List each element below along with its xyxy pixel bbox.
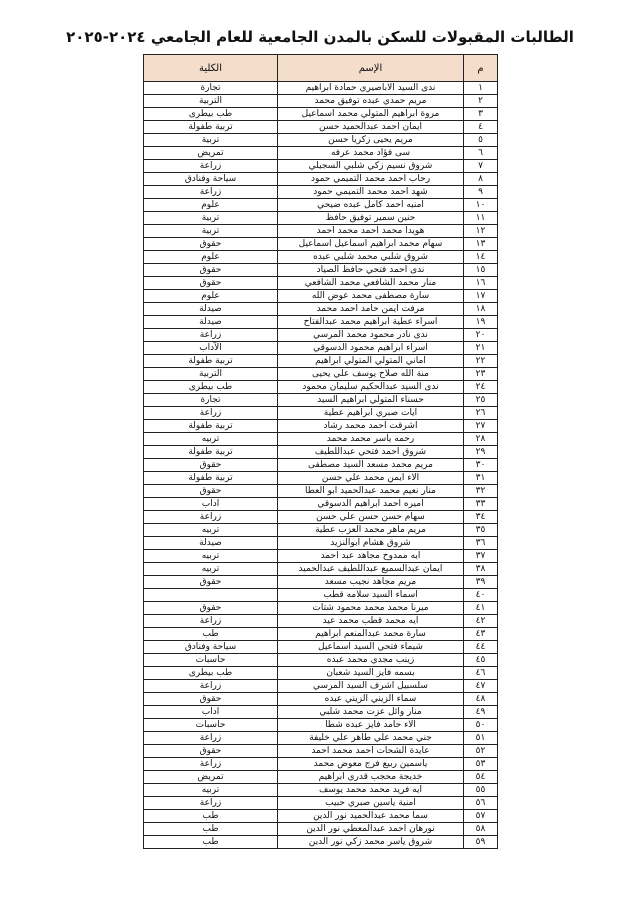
faculty-name: تربية طفولة xyxy=(144,472,278,485)
table-row xyxy=(144,615,498,628)
header-faculty: الكلية xyxy=(144,55,278,82)
row-number: ٣١ xyxy=(464,472,498,485)
faculty-name: زراعة xyxy=(144,186,278,199)
faculty-name: حقوق xyxy=(144,693,278,706)
table-row xyxy=(144,238,498,251)
table-row xyxy=(144,446,498,459)
faculty-name: حقوق xyxy=(144,238,278,251)
faculty-name: صيدلة xyxy=(144,537,278,550)
row-number: ٤٩ xyxy=(464,706,498,719)
student-name: شروق شلبي محمد شلبي عبده xyxy=(278,251,464,264)
row-number: ٢٢ xyxy=(464,355,498,368)
student-name: الاء ايمن محمد علي حسن xyxy=(278,472,464,485)
table-row xyxy=(144,797,498,810)
table-row xyxy=(144,394,498,407)
faculty-name: تربية طفولة xyxy=(144,121,278,134)
faculty-name: اداب xyxy=(144,706,278,719)
row-number: ٣٢ xyxy=(464,485,498,498)
student-name: شروق نسيم زكي شلبي السجيلي xyxy=(278,160,464,173)
table-row xyxy=(144,641,498,654)
row-number: ٤٣ xyxy=(464,628,498,641)
student-name: رحمه ياسر محمد محمد xyxy=(278,433,464,446)
table-row xyxy=(144,693,498,706)
row-number: ٣٣ xyxy=(464,498,498,511)
student-name: شروق هشام ابوالنزيد xyxy=(278,537,464,550)
page-title: الطالبات المقبولات للسكن بالمدن الجامعية للعام الجامعي ٢٠٢٤-٢٠٢٥ xyxy=(66,28,574,46)
table-row xyxy=(144,823,498,836)
faculty-name: تربية xyxy=(144,225,278,238)
row-number: ٤٥ xyxy=(464,654,498,667)
table-body xyxy=(144,82,498,849)
table-row xyxy=(144,82,498,95)
faculty-name: تجارة xyxy=(144,394,278,407)
faculty-name: حاسبات xyxy=(144,654,278,667)
row-number: ١٦ xyxy=(464,277,498,290)
student-name: ايه فريد محمد محمد يوسف xyxy=(278,784,464,797)
row-number: ١٧ xyxy=(464,290,498,303)
table-row xyxy=(144,186,498,199)
faculty-name: طب بيطرى xyxy=(144,667,278,680)
student-name: مريم مجاهد نجيب مسعد xyxy=(278,576,464,589)
table-row xyxy=(144,836,498,849)
student-name: ايمان احمد عبدالحميد حسن xyxy=(278,121,464,134)
row-number: ٤٢ xyxy=(464,615,498,628)
faculty-name: زراعة xyxy=(144,511,278,524)
row-number: ٥٨ xyxy=(464,823,498,836)
faculty-name: حقوق xyxy=(144,264,278,277)
student-name: سارة محمد عبدالمنعم ابراهيم xyxy=(278,628,464,641)
header-name: الإسم xyxy=(278,55,464,82)
faculty-name: علوم xyxy=(144,199,278,212)
table-row xyxy=(144,108,498,121)
student-name: ندى السيد عبدالحكيم سليمان محمود xyxy=(278,381,464,394)
row-number: ٤٤ xyxy=(464,641,498,654)
faculty-name: علوم xyxy=(144,290,278,303)
faculty-name: حقوق xyxy=(144,576,278,589)
student-name: الاء حامد فايز عبده شطا xyxy=(278,719,464,732)
student-name: ميرنا محمد محمد محمود شتات xyxy=(278,602,464,615)
table-row xyxy=(144,485,498,498)
student-name: مريم حمدي عبده توفيق محمد xyxy=(278,95,464,108)
faculty-name: تربيه xyxy=(144,524,278,537)
faculty-name: حقوق xyxy=(144,459,278,472)
row-number: ٨ xyxy=(464,173,498,186)
student-name: ياسمين ربيع فرج معوض محمد xyxy=(278,758,464,771)
student-name: هويدا محمد احمد محمد احمد xyxy=(278,225,464,238)
row-number: ٥٠ xyxy=(464,719,498,732)
student-name: خديجة محجب قدري ابراهيم xyxy=(278,771,464,784)
table-row xyxy=(144,550,498,563)
table-row xyxy=(144,381,498,394)
row-number: ١٠ xyxy=(464,199,498,212)
table-row xyxy=(144,121,498,134)
table-row xyxy=(144,602,498,615)
row-number: ١٣ xyxy=(464,238,498,251)
faculty-name: تمريض xyxy=(144,771,278,784)
student-name: سهام حسن حسن علي حسن xyxy=(278,511,464,524)
student-name: مريم ماهر محمد العزب عطية xyxy=(278,524,464,537)
student-name: عايدة الشحات احمد محمد احمد xyxy=(278,745,464,758)
table-row xyxy=(144,459,498,472)
student-name: سارة مصطفى محمد عوض الله xyxy=(278,290,464,303)
table-row xyxy=(144,134,498,147)
student-name: سماء الزيني الزيني عبده xyxy=(278,693,464,706)
row-number: ٣٦ xyxy=(464,537,498,550)
row-number: ٣٥ xyxy=(464,524,498,537)
table-row xyxy=(144,277,498,290)
faculty-name: اداب xyxy=(144,498,278,511)
student-name: اسماء السيد سلامه قطب xyxy=(278,589,464,602)
header-number: م xyxy=(464,55,498,82)
faculty-name: زراعة xyxy=(144,615,278,628)
student-name: مروة ابراهيم المتولي محمد اسماعيل xyxy=(278,108,464,121)
student-name: مريم يحيى زكريا حسن xyxy=(278,134,464,147)
row-number: ٣٩ xyxy=(464,576,498,589)
table-row xyxy=(144,719,498,732)
faculty-name: زراعة xyxy=(144,329,278,342)
row-number: ٣٤ xyxy=(464,511,498,524)
faculty-name: تربية xyxy=(144,134,278,147)
faculty-name: التربية xyxy=(144,95,278,108)
faculty-name: تربيه xyxy=(144,563,278,576)
row-number: ١٨ xyxy=(464,303,498,316)
faculty-name: زراعة xyxy=(144,758,278,771)
table-row xyxy=(144,147,498,160)
table-row xyxy=(144,667,498,680)
row-number: ٣٨ xyxy=(464,563,498,576)
row-number: ١ xyxy=(464,82,498,95)
faculty-name: طب xyxy=(144,823,278,836)
row-number: ٥ xyxy=(464,134,498,147)
student-name: ندى نادر محمود محمد المرسي xyxy=(278,329,464,342)
row-number: ٥٥ xyxy=(464,784,498,797)
row-number: ٢٩ xyxy=(464,446,498,459)
faculty-name: حقوق xyxy=(144,277,278,290)
student-name: شروق ياسر محمد زكي نور الدين xyxy=(278,836,464,849)
faculty-name: سياحة وفنادق xyxy=(144,173,278,186)
table-row xyxy=(144,420,498,433)
faculty-name: صيدلة xyxy=(144,316,278,329)
student-name: اميره احمد ابراهيم الدسوقي xyxy=(278,498,464,511)
row-number: ٣٠ xyxy=(464,459,498,472)
row-number: ٤٨ xyxy=(464,693,498,706)
student-name: سما محمد عبدالحميد نور الدين xyxy=(278,810,464,823)
row-number: ١٩ xyxy=(464,316,498,329)
table-row xyxy=(144,472,498,485)
table-row xyxy=(144,173,498,186)
student-name: اسراء عطية ابراهيم محمد عبدالفتاح xyxy=(278,316,464,329)
student-name: سهام محمد ابراهيم اسماعيل اسماعيل xyxy=(278,238,464,251)
faculty-name: طب بيطرى xyxy=(144,381,278,394)
student-name: ايه محمد قطب محمد عيد xyxy=(278,615,464,628)
row-number: ٤٧ xyxy=(464,680,498,693)
student-name: سى فؤاد محمد عرفه xyxy=(278,147,464,160)
student-name: ندى احمد فتحي حافظ الصياد xyxy=(278,264,464,277)
row-number: ٥٧ xyxy=(464,810,498,823)
student-name: شهد احمد محمد التميمي حمود xyxy=(278,186,464,199)
faculty-name: حقوق xyxy=(144,485,278,498)
student-name: اسراء ابراهيم محمود الدسوقي xyxy=(278,342,464,355)
student-name: مريم محمد مسعد السيد مصطفى xyxy=(278,459,464,472)
row-number: ٥٣ xyxy=(464,758,498,771)
table-row xyxy=(144,316,498,329)
student-name: منار وائل عزت محمد شلبي xyxy=(278,706,464,719)
faculty-name: صيدلة xyxy=(144,303,278,316)
faculty-name: حقوق xyxy=(144,602,278,615)
students-table xyxy=(143,54,498,849)
row-number: ٢٤ xyxy=(464,381,498,394)
table-row xyxy=(144,160,498,173)
row-number: ٥٢ xyxy=(464,745,498,758)
table-row xyxy=(144,589,498,602)
row-number: ١١ xyxy=(464,212,498,225)
row-number: ٥٤ xyxy=(464,771,498,784)
student-name: زينب مجدي محمد عبده xyxy=(278,654,464,667)
row-number: ٢٧ xyxy=(464,420,498,433)
faculty-name: زراعة xyxy=(144,732,278,745)
table-row xyxy=(144,511,498,524)
faculty-name: تربيه xyxy=(144,784,278,797)
faculty-name: تربيه xyxy=(144,550,278,563)
table-row xyxy=(144,433,498,446)
table-row xyxy=(144,368,498,381)
student-name: ايمان عبدالسميع عبداللطيف عبدالحميد xyxy=(278,563,464,576)
table-row xyxy=(144,576,498,589)
row-number: ١٤ xyxy=(464,251,498,264)
faculty-name: طب بيطرى xyxy=(144,108,278,121)
row-number: ٢٠ xyxy=(464,329,498,342)
student-name: رحاب احمد محمد التميمي حمود xyxy=(278,173,464,186)
table-row xyxy=(144,342,498,355)
student-name: سلسبيل اشرف السيد المرسي xyxy=(278,680,464,693)
student-name: منار محمد الشافعي محمد الشافعي xyxy=(278,277,464,290)
student-name: اماني المتولي المتولي ابراهيم xyxy=(278,355,464,368)
faculty-name: زراعة xyxy=(144,160,278,173)
faculty-name: سياحة وفنادق xyxy=(144,641,278,654)
faculty-name xyxy=(144,589,278,602)
row-number: ٢ xyxy=(464,95,498,108)
student-name: ايات صبري ابراهيم عطية xyxy=(278,407,464,420)
faculty-name: حاسبات xyxy=(144,719,278,732)
faculty-name: طب xyxy=(144,810,278,823)
table-row xyxy=(144,498,498,511)
table-row xyxy=(144,706,498,719)
faculty-name: زراعة xyxy=(144,797,278,810)
faculty-name: تربية طفولة xyxy=(144,420,278,433)
table-row xyxy=(144,745,498,758)
row-number: ٧ xyxy=(464,160,498,173)
row-number: ٤ xyxy=(464,121,498,134)
table-row xyxy=(144,355,498,368)
row-number: ٢٣ xyxy=(464,368,498,381)
student-name: جني محمد علي طاهر علي خليفة xyxy=(278,732,464,745)
row-number: ٥٦ xyxy=(464,797,498,810)
row-number: ٤٠ xyxy=(464,589,498,602)
row-number: ٥٩ xyxy=(464,836,498,849)
table-row xyxy=(144,784,498,797)
table-row xyxy=(144,407,498,420)
table-row xyxy=(144,810,498,823)
table-row xyxy=(144,628,498,641)
table-row xyxy=(144,264,498,277)
table-row xyxy=(144,303,498,316)
student-name: بسمه فايز السيد شعبان xyxy=(278,667,464,680)
faculty-name: طب xyxy=(144,836,278,849)
faculty-name: تمريض xyxy=(144,147,278,160)
student-name: منار نعيم محمد عبدالحميد ابو العطا xyxy=(278,485,464,498)
student-name: امنية ياسين صبري حبيب xyxy=(278,797,464,810)
faculty-name: علوم xyxy=(144,251,278,264)
faculty-name: حقوق xyxy=(144,745,278,758)
student-name: مرفت ايمن حامد احمد محمد xyxy=(278,303,464,316)
student-name: حسناء المتولي ابراهيم السيد xyxy=(278,394,464,407)
table-row xyxy=(144,654,498,667)
student-name: شروق احمد فتحي عبداللطيف xyxy=(278,446,464,459)
faculty-name: زراعة xyxy=(144,680,278,693)
row-number: ٤٦ xyxy=(464,667,498,680)
row-number: ٣٧ xyxy=(464,550,498,563)
row-number: ٥١ xyxy=(464,732,498,745)
faculty-name: الآداب xyxy=(144,342,278,355)
table-row xyxy=(144,329,498,342)
table-row xyxy=(144,758,498,771)
student-name: ندى السيد الاباصيري حمادة ابراهيم xyxy=(278,82,464,95)
student-name: ايه ممدوح مجاهد عبد احمد xyxy=(278,550,464,563)
table-row xyxy=(144,95,498,108)
table-row xyxy=(144,290,498,303)
row-number: ٦ xyxy=(464,147,498,160)
row-number: ٤١ xyxy=(464,602,498,615)
table-row xyxy=(144,771,498,784)
row-number: ١٥ xyxy=(464,264,498,277)
faculty-name: طب xyxy=(144,628,278,641)
table-row xyxy=(144,225,498,238)
row-number: ٢٨ xyxy=(464,433,498,446)
student-name: نورهان احمد عبدالمعطي نور الدين xyxy=(278,823,464,836)
table-row xyxy=(144,212,498,225)
student-name: منة الله صلاح يوسف علي يحيى xyxy=(278,368,464,381)
student-name: حنين سمير توفيق حافظ xyxy=(278,212,464,225)
faculty-name: زراعة xyxy=(144,407,278,420)
faculty-name: تربيه xyxy=(144,433,278,446)
row-number: ٩ xyxy=(464,186,498,199)
faculty-name: التربية xyxy=(144,368,278,381)
row-number: ٣ xyxy=(464,108,498,121)
row-number: ٢٥ xyxy=(464,394,498,407)
row-number: ٢٦ xyxy=(464,407,498,420)
faculty-name: تربية طفولة xyxy=(144,446,278,459)
student-name: امنيه احمد كامل عبده ضيحي xyxy=(278,199,464,212)
table-row xyxy=(144,537,498,550)
table-row xyxy=(144,524,498,537)
table-row xyxy=(144,199,498,212)
table-row xyxy=(144,732,498,745)
row-number: ٢١ xyxy=(464,342,498,355)
table-row xyxy=(144,680,498,693)
row-number: ١٢ xyxy=(464,225,498,238)
student-name: شيماء فتحي السيد اسماعيل xyxy=(278,641,464,654)
table-row xyxy=(144,251,498,264)
student-name: اشرقت احمد محمد رشاد xyxy=(278,420,464,433)
faculty-name: تربية طفولة xyxy=(144,355,278,368)
table-header-row xyxy=(144,55,498,82)
faculty-name: تربية xyxy=(144,212,278,225)
table-row xyxy=(144,563,498,576)
faculty-name: تجارة xyxy=(144,82,278,95)
